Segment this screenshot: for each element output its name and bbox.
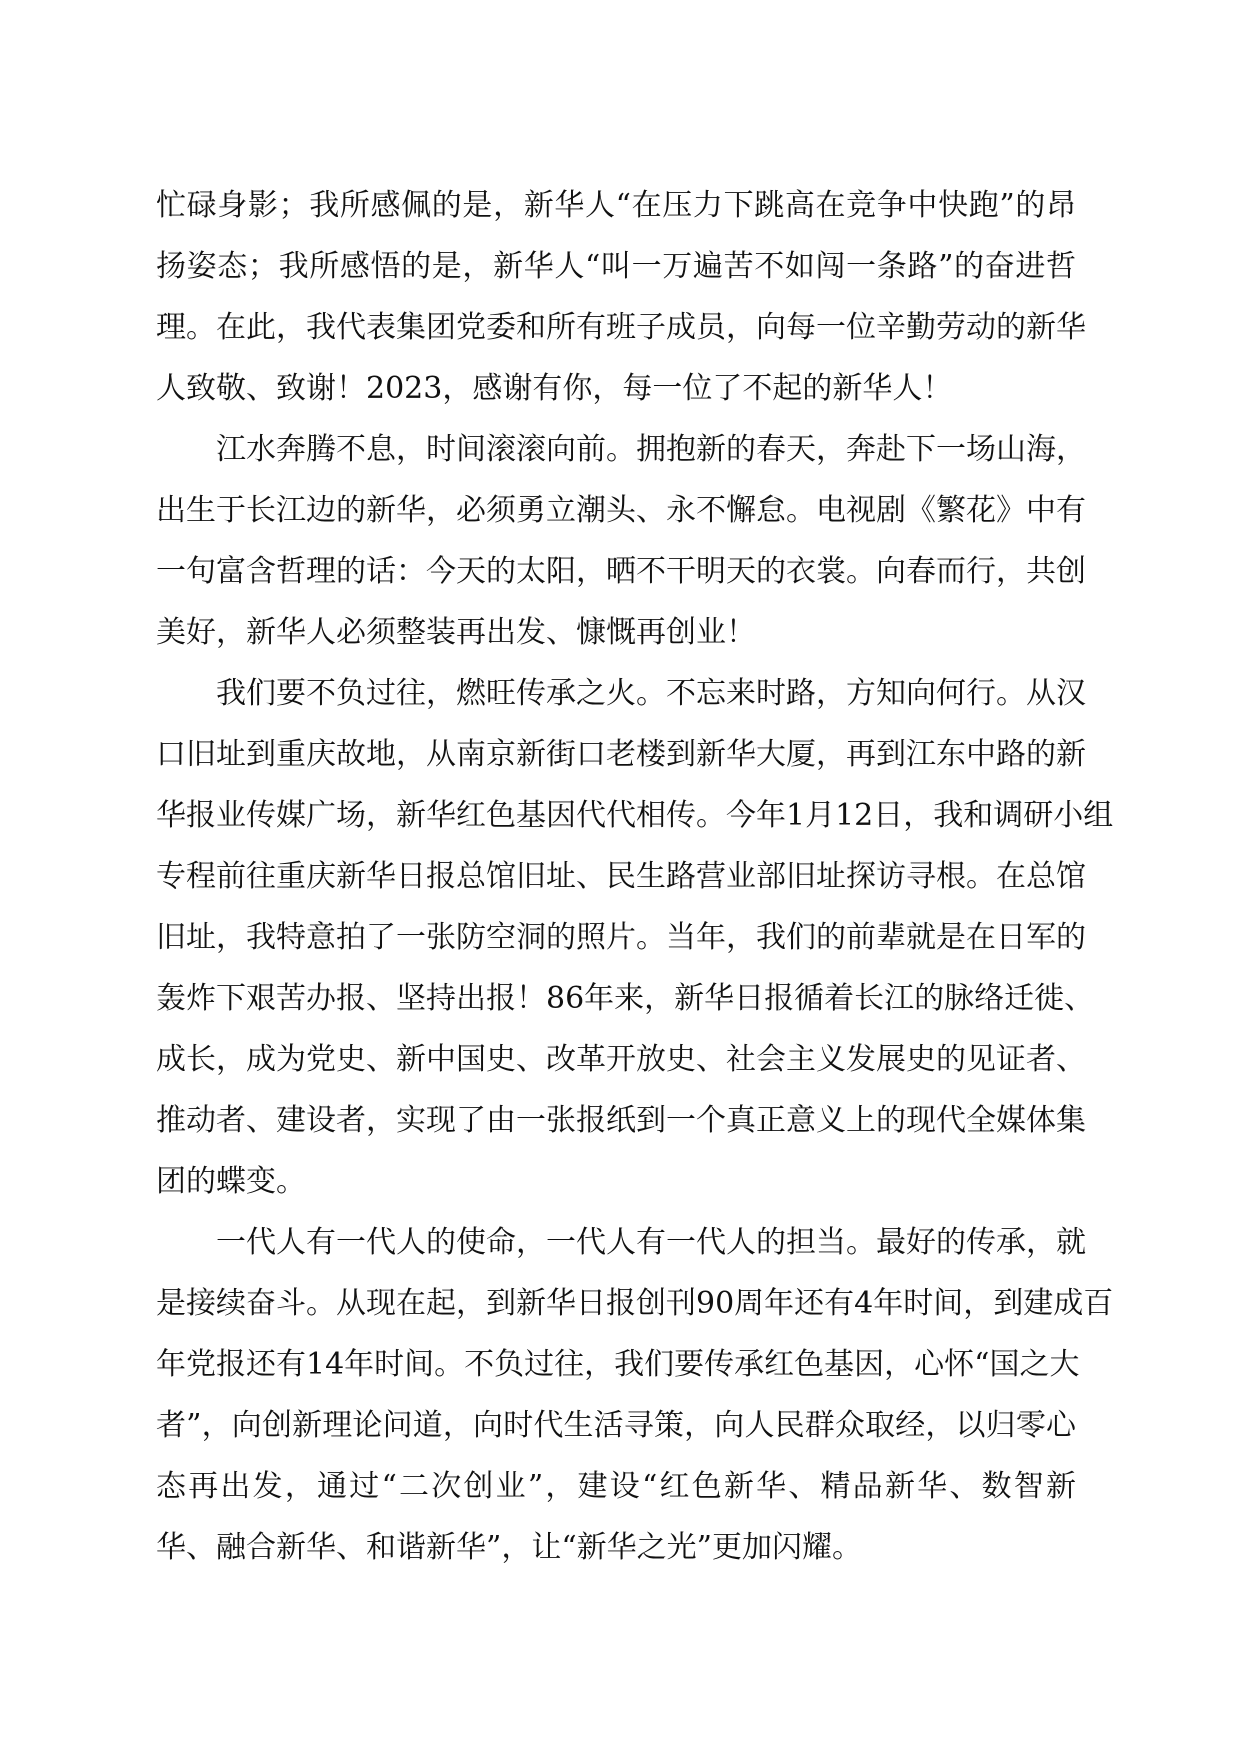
paragraph-1 xyxy=(156,175,1086,419)
paragraph-4 xyxy=(156,1212,1114,1578)
text-line: 扬姿态；我所感悟的是，新华人“叫一万遍苦不如闯一条路”的奋进哲 xyxy=(156,249,1076,284)
text-line: 忙碌身影；我所感佩的是，新华人“在压力下跳高在竞争中快跑”的昂 xyxy=(156,188,1076,223)
text-line: 者”，向创新理论问道，向时代生活寻策，向人民群众取经，以归零心 xyxy=(156,1408,1076,1443)
text-line: 轰炸下艰苦办报、坚持出报！86年来，新华日报循着长江的脉络迁徙、 xyxy=(156,981,1095,1016)
text-line: 专程前往重庆新华日报总馆旧址、民生路营业部旧址探访寻根。在总馆 xyxy=(156,859,1086,894)
text-line: 我们要不负过往，燃旺传承之火。不忘来时路，方知向何行。从汉 xyxy=(216,676,1086,711)
paragraph-2 xyxy=(156,419,1086,663)
text-line: 美好，新华人必须整装再出发、慷慨再创业！ xyxy=(156,615,756,650)
text-line: 态再出发，通过“二次创业”，建设“红色新华、精品新华、数智新 xyxy=(156,1469,1076,1504)
text-line: 口旧址到重庆故地，从南京新街口老楼到新华大厦，再到江东中路的新 xyxy=(156,737,1086,772)
paragraph-3 xyxy=(156,663,1114,1212)
text-line: 华、融合新华、和谐新华”，让“新华之光”更加闪耀。 xyxy=(156,1530,863,1565)
text-line: 出生于长江边的新华，必须勇立潮头、永不懈怠。电视剧《繁花》中有 xyxy=(156,493,1086,528)
text-line: 成长，成为党史、新中国史、改革开放史、社会主义发展史的见证者、 xyxy=(156,1042,1086,1077)
text-line: 人致敬、致谢！2023，感谢有你，每一位了不起的新华人！ xyxy=(156,371,953,406)
text-line: 一句富含哲理的话：今天的太阳，晒不干明天的衣裳。向春而行，共创 xyxy=(156,554,1086,589)
text-line: 理。在此，我代表集团党委和所有班子成员，向每一位辛勤劳动的新华 xyxy=(156,310,1086,345)
text-line: 团的蝶变。 xyxy=(156,1164,306,1199)
body-text xyxy=(156,175,1114,1578)
text-line: 华报业传媒广场，新华红色基因代代相传。今年1月12日，我和调研小组 xyxy=(156,798,1114,833)
text-line: 江水奔腾不息，时间滚滚向前。拥抱新的春天，奔赴下一场山海， xyxy=(216,432,1086,467)
text-line: 旧址，我特意拍了一张防空洞的照片。当年，我们的前辈就是在日军的 xyxy=(156,920,1086,955)
text-line: 一代人有一代人的使命，一代人有一代人的担当。最好的传承，就 xyxy=(216,1225,1086,1260)
text-line: 年党报还有14年时间。不负过往，我们要传承红色基因，心怀“国之大 xyxy=(156,1347,1080,1382)
text-line: 是接续奋斗。从现在起，到新华日报创刊90周年还有4年时间，到建成百 xyxy=(156,1286,1114,1321)
text-line: 推动者、建设者，实现了由一张报纸到一个真正意义上的现代全媒体集 xyxy=(156,1103,1086,1138)
